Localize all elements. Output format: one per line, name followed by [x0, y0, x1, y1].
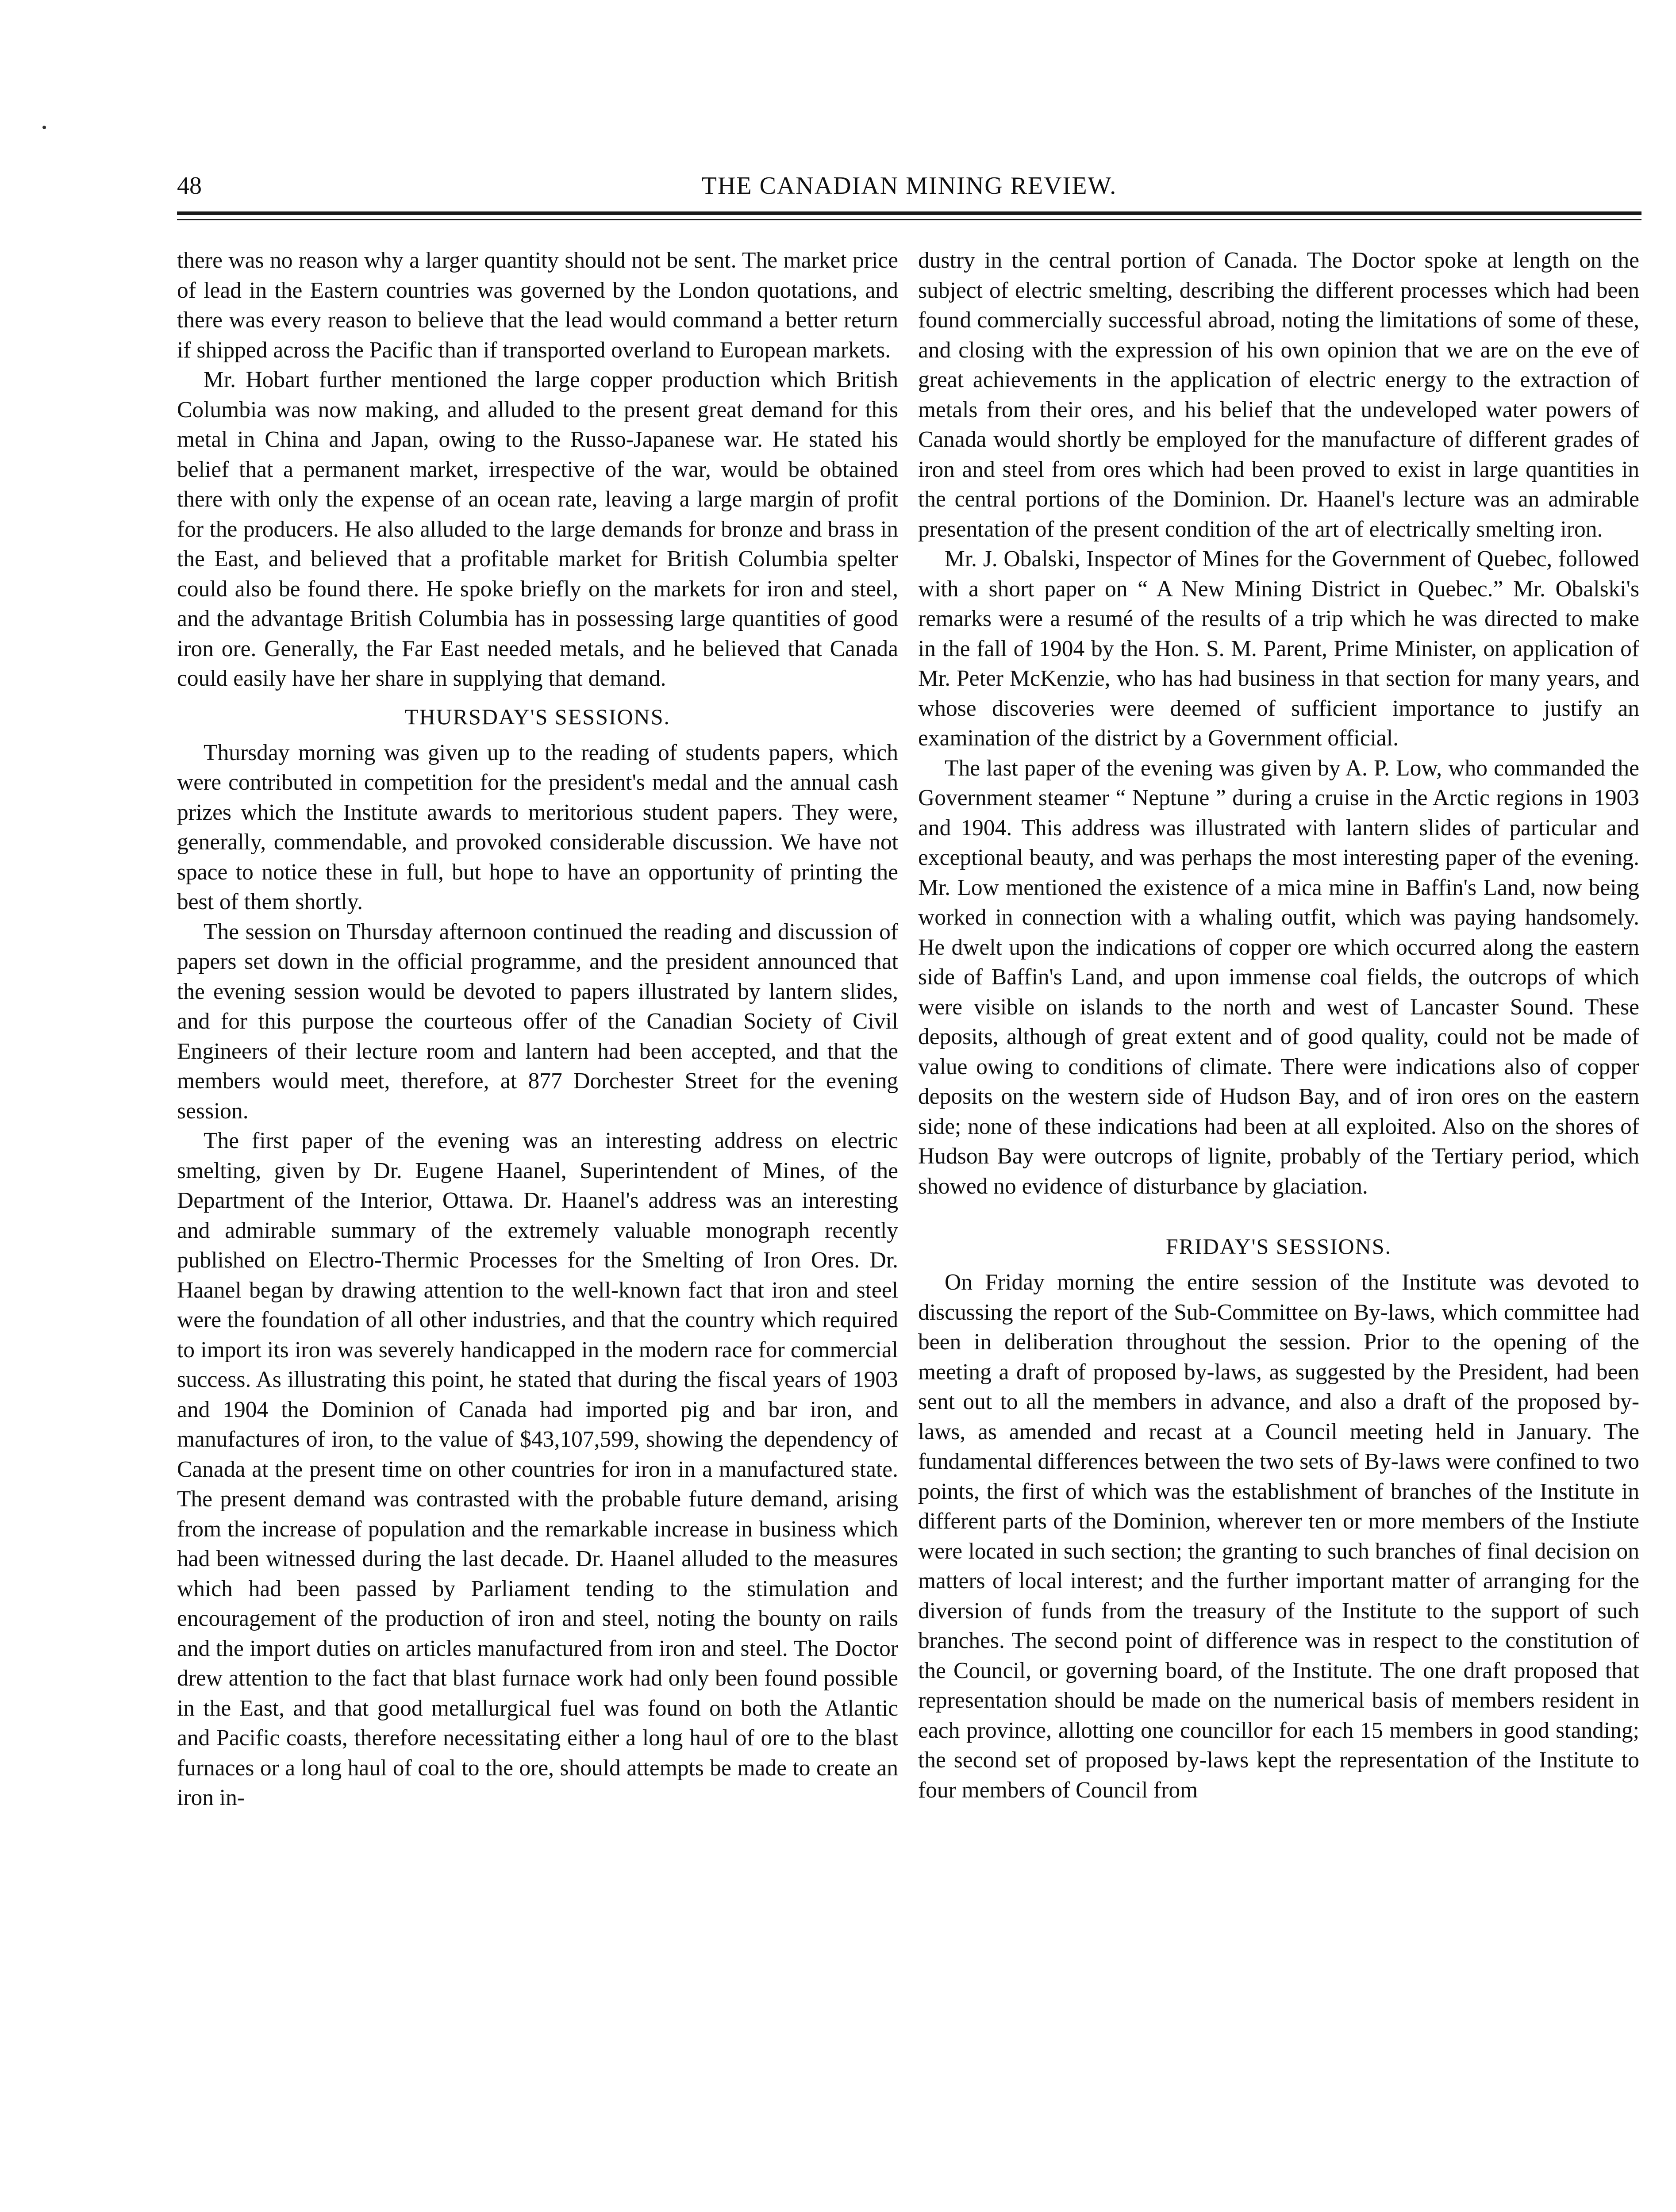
paragraph: Thursday morning was given up to the reading of students papers, which were contributed in competition for the president's medal and the annual cash prizes which the Institute awards to meritorious student papers. They were, generally, commendable, and provoked considerable discussion. We have not space to notice these in full, but hope to have an opportunity of printing the best of them shortly. — [177, 740, 898, 914]
section-heading-thursday: THURSDAY'S SESSIONS. — [404, 704, 671, 729]
paragraph: Mr. Hobart further mentioned the large copper production which British Columbia was now making, and alluded to the present great demand for this metal in China and Japan, owing to the Russo-Japanese war. He stated his belief that a permanent market, irrespective of the war, would be obtained there with only the expense of an ocean rate, leaving a large margin of profit for the producers. He also alluded to the large demands for bronze and brass in the East, and believed that a profitable market for British Columbia spelter could also be found there. He spoke briefly on the markets for iron and steel, and the advantage British Columbia has in possessing large quantities of good iron ore. Generally, the Far East needed metals, and he believed that Canada could easily have her share in supplying that demand. — [177, 367, 898, 691]
header-rule-thick — [177, 211, 1641, 215]
section-heading-friday: FRIDAY'S SESSIONS. — [1166, 1234, 1392, 1259]
paragraph: there was no reason why a larger quantity should not be sent. The market price of lead in the Eastern countries was governed by the London quotations, and there was every reason to believe that the lead would command a better return if shipped across the Pacific than if transported overland to European markets. — [177, 248, 898, 363]
header-rule-thin — [177, 219, 1641, 220]
page-number: 48 — [177, 172, 202, 200]
paragraph: dustry in the central portion of Canada. The Doctor spoke at length on the subject of electric smelting, describing the different processes which had been found commercially successful abroad, noting the limitations of some of these, and closing with the expression of his own opinion that we are on the eve of great achievements in the application of electric energy to the extraction of metals from their ores, and his belief that the undeveloped water powers of Canada would shortly be employed for the manufacture of different grades of iron and steel from ores which had been proved to exist in large quantities in the central portions of the Dominion. Dr. Haanel's lecture was an admirable presentation of the present condition of the art of electrically smelting iron. — [918, 248, 1639, 542]
heading-spacer — [918, 1201, 1639, 1223]
paragraph: The session on Thursday afternoon continued the reading and discussion of papers set down in the official programme, and the president announced that the evening session would be devoted to papers illustrated by lantern slides, and for this purpose the courteous offer of the Canadian Society of Civil Engineers of their lecture room and lantern had been accepted, and that the members would meet, therefore, at 877 Dorchester Street for the evening session. — [177, 919, 898, 1124]
left-column — [177, 246, 898, 1813]
paragraph: The last paper of the evening was given by A. P. Low, who commanded the Government steamer “ Neptune ” during a cruise in the Arctic regions in 1903 and 1904. This address was illustrated with lantern slides of particular and exceptional beauty, and was perhaps the most interesting paper of the evening. Mr. Low mentioned the existence of a mica mine in Baffin's Land, now being worked in connection with a whaling outfit, which was paying handsomely. He dwelt upon the indications of copper ore which occurred along the eastern side of Baffin's Land, and upon immense coal fields, the outcrops of which were visible on islands to the north and west of Lancaster Sound. These deposits, although of great extent and of good quality, could not be made of value owing to conditions of climate. There were indications also of copper deposits on the western side of Hudson Bay, and of iron ores on the eastern side; none of these indications had been at all exploited. Also on the shores of Hudson Bay were outcrops of lignite, probably of the Tertiary period, which showed no evidence of disturbance by glaciation. — [918, 755, 1639, 1199]
scan-speck — [42, 126, 46, 129]
running-header — [177, 168, 1641, 204]
journal-title: THE CANADIAN MINING REVIEW. — [701, 172, 1117, 200]
paragraph: The first paper of the evening was an interesting address on electric smelting, given by Dr. Eugene Haanel, Superintendent of Mines, of the Department of the Interior, Ottawa. Dr. Haanel's address was an interesting and admirable summary of the extremely valuable monograph recently published on Electro-Thermic Processes for the Smelting of Iron Ores. Dr. Haanel began by drawing attention to the well-known fact that iron and steel were the foundation of all other industries, and that the country which required to import its iron was severely handicapped in the modern race for commercial success. As illustrating this point, he stated that during the fiscal years of 1903 and 1904 the Dominion of Canada had imported pig and bar iron, and manufactures of iron, to the value of $43,107,599, showing the dependency of Canada at the present time on other countries for iron in a manufactured state. The present demand was contrasted with the probable future demand, arising from the increase of population and the remarkable increase in business which had been witnessed during the last decade. Dr. Haanel alluded to the measures which had been passed by Parliament tending to the stimulation and encouragement of the production of iron and steel, noting the bounty on rails and the import duties on articles manufactured from iron and steel. The Doctor drew attention to the fact that blast furnace work had only been found possible in the East, and that good metallurgical fuel was found on both the Atlantic and Pacific coasts, therefore necessitating either a long haul of ore to the blast furnaces or a long haul of coal to the ore, should attempts be made to create an iron in- — [177, 1128, 898, 1810]
paragraph: Mr. J. Obalski, Inspector of Mines for the Government of Quebec, followed with a short paper on “ A New Mining District in Quebec.” Mr. Obalski's remarks were a resumé of the results of a trip which he was directed to make in the fall of 1904 by the Hon. S. M. Parent, Prime Minister, on application of Mr. Peter McKenzie, who has had business in that section for many years, and whose discoveries were deemed of sufficient importance to justify an examination of the district by a Government official. — [918, 546, 1639, 751]
paragraph: On Friday morning the entire session of the Institute was devoted to discussing the report of the Sub-Committee on By-laws, which committee had been in deliberation throughout the session. Prior to the opening of the meeting a draft of proposed by-laws, as suggested by the President, had been sent out to all the members in advance, and also a draft of the proposed by-laws, as amended and recast at a Council meeting held in January. The fundamental differences between the two sets of By-laws were confined to two points, the first of which was the establishment of branches of the Institute in different parts of the Dominion, wherever ten or more members of the Instiute were located in such section; the granting to such branches of final decision on matters of local interest; and the further important matter of arranging for the diversion of funds from the treasury of the Institute to the support of such branches. The second point of difference was in respect to the constitution of the Council, or governing board, of the Institute. The one draft proposed that representation should be made on the numerical basis of members resident in each province, allotting one councillor for each 15 members in good standing; the second set of proposed by-laws kept the representation of the Institute to four members of Council from — [918, 1270, 1639, 1803]
right-column — [918, 246, 1639, 1805]
